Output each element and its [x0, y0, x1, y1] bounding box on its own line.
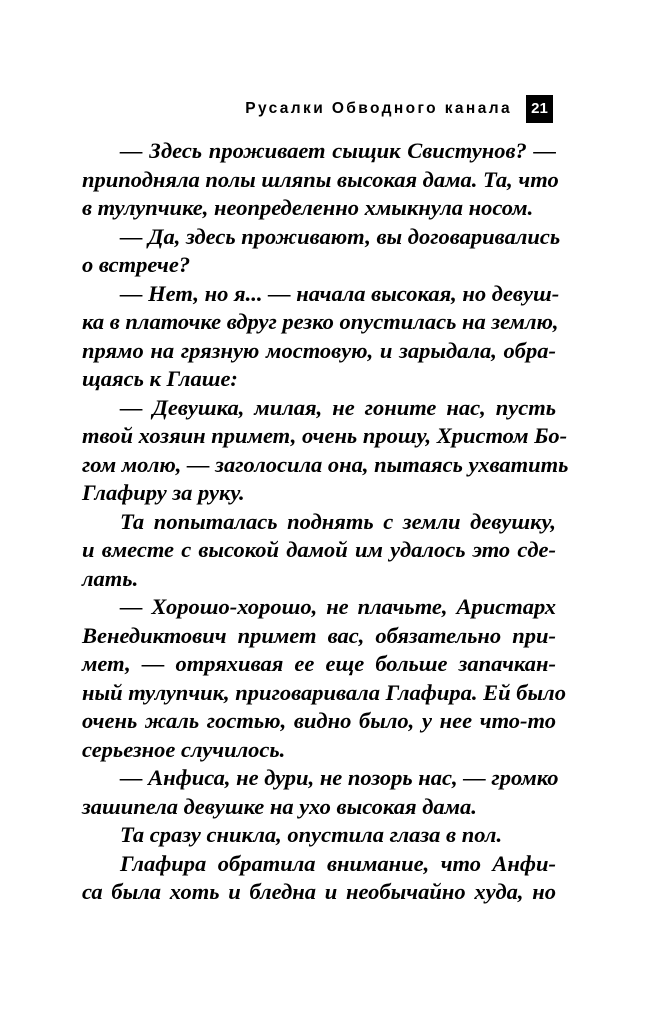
text-line: ный тулупчик, приговаривала Глафира. Ей было	[82, 679, 566, 705]
text-line: зашипела девушке на ухо высокая дама.	[82, 793, 477, 819]
text-line: — Анфиса, не дури, не позорь нас, — громко	[120, 765, 559, 790]
text-line: прямо на грязную мостовую, и зарыдала, обра-	[82, 337, 556, 363]
text-line: серьезное случилось.	[82, 736, 286, 762]
text-line: — Нет, но я... — начала высокая, но девуш-	[120, 280, 560, 306]
text-line: приподняла полы шляпы высокая дама. Та, что	[82, 166, 559, 192]
page-number: 21	[526, 95, 553, 123]
text-line: щаясь к Глаше:	[82, 366, 238, 391]
text-line: — Здесь проживает сыщик Свистунов? —	[120, 138, 556, 163]
text-line: очень жаль гостью, видно было, у нее что-то	[82, 708, 556, 733]
text-line: мет, — отряхивая ее еще больше запачкан-	[82, 651, 556, 676]
text-line: гом молю, — заголосила она, пытаясь ухватить	[82, 451, 569, 477]
text-line: Та попыталась поднять с земли девушку,	[120, 508, 556, 534]
text-line: — Да, здесь проживают, вы договаривались	[120, 223, 561, 249]
text-line: Глафиру за руку.	[82, 480, 245, 505]
text-line: Венедиктович примет вас, обязательно при-	[82, 622, 556, 648]
running-header	[245, 94, 553, 124]
text-line: лать.	[82, 565, 139, 591]
text-line: и вместе с высокой дамой им удалось это сде-	[82, 537, 556, 562]
body-text	[82, 137, 569, 907]
text-line: Глафира обратила внимание, что Анфи-	[120, 850, 556, 876]
running-title: Русалки Обводного канала	[245, 100, 512, 117]
text-line: са была хоть и бледна и необычайно худа, но	[82, 879, 556, 904]
text-line: твой хозяин примет, очень прошу, Христом Бо-	[82, 423, 568, 448]
text-line: о встрече?	[82, 252, 191, 277]
text-line: ка в платочке вдруг резко опустилась на землю,	[82, 309, 559, 334]
text-line: в тулупчике, неопределенно хмыкнула носом.	[82, 195, 534, 220]
text-line: — Хорошо-хорошо, не плачьте, Аристарх	[120, 594, 556, 619]
text-line: — Девушка, милая, не гоните нас, пусть	[120, 394, 556, 420]
text-line: Та сразу сникла, опустила глаза в пол.	[120, 822, 503, 847]
